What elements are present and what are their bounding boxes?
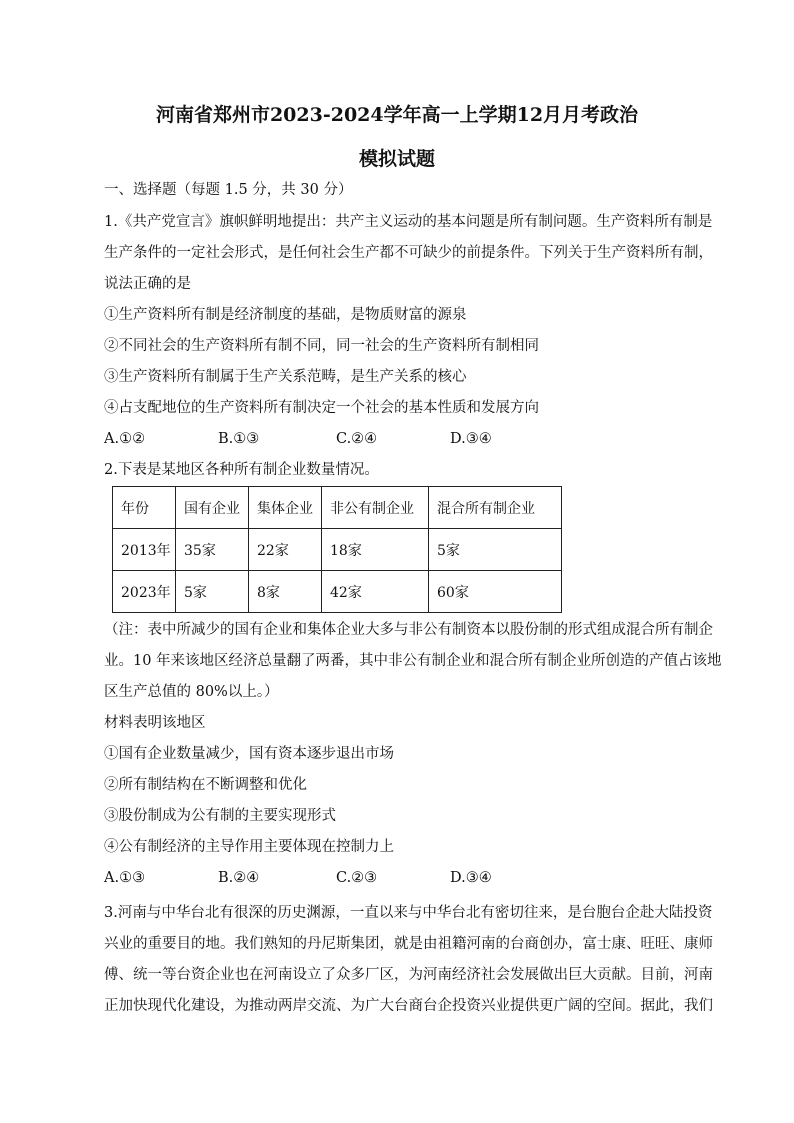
q1-stem-line-1: 1.《共产党宣言》旗帜鲜明地提出：共产主义运动的基本问题是所有制问题。生产资料所有制是 <box>104 214 713 230</box>
table-header-cell: 非公有制企业 <box>322 487 429 529</box>
q3-line-1: 3.河南与中华台北有很深的历史渊源，一直以来与中华台北有密切往来，是台胞台企赴大陆投资 <box>104 905 713 921</box>
enterprise-count-table <box>112 486 562 613</box>
q3-line-2: 兴业的重要目的地。我们熟知的丹尼斯集团，就是由祖籍河南的台商创办，富士康、旺旺、康师 <box>104 936 713 952</box>
q2-option-b: B.②④ <box>218 870 260 886</box>
document-title: 河南省郑州市2023-2024学年高一上学期12月月考政治 <box>155 104 639 126</box>
q1-statement-2: ②不同社会的生产资料所有制不同，同一社会的生产资料所有制相同 <box>104 338 539 354</box>
table-header-cell: 混合所有制企业 <box>429 487 562 529</box>
table-cell: 2023年 <box>113 571 176 613</box>
q1-option-a: A.①② <box>104 431 146 447</box>
document-subtitle: 模拟试题 <box>358 148 435 170</box>
q2-option-c: C.②③ <box>336 870 378 886</box>
q1-statement-4: ④占支配地位的生产资料所有制决定一个社会的基本性质和发展方向 <box>104 400 539 416</box>
q1-option-c: C.②④ <box>336 431 378 447</box>
q2-stem: 2.下表是某地区各种所有制企业数量情况。 <box>104 462 379 478</box>
table-header-cell: 集体企业 <box>249 487 322 529</box>
table-header-cell: 国有企业 <box>176 487 249 529</box>
q2-note-line-1: （注：表中所减少的国有企业和集体企业大多与非公有制资本以股份制的形式组成混合所有制企 <box>104 622 713 638</box>
q3-line-3: 傅、统一等台资企业也在河南设立了众多厂区，为河南经济社会发展做出巨大贡献。目前，河南 <box>104 967 713 983</box>
table-header-row <box>113 487 562 529</box>
table-header-cell: 年份 <box>113 487 176 529</box>
table-cell: 42家 <box>322 571 429 613</box>
table-cell: 18家 <box>322 529 429 571</box>
q2-lead: 材料表明该地区 <box>104 715 206 731</box>
table-cell: 22家 <box>249 529 322 571</box>
q3-line-4: 正加快现代化建设，为推动两岸交流、为广大台商台企投资兴业提供更广阔的空间。据此，我们 <box>104 998 713 1014</box>
table-cell: 8家 <box>249 571 322 613</box>
q2-statement-1: ①国有企业数量减少，国有资本逐步退出市场 <box>104 746 394 762</box>
table-row <box>113 571 562 613</box>
q1-option-d: D.③④ <box>450 431 492 447</box>
q2-statement-3: ③股份制成为公有制的主要实现形式 <box>104 808 336 824</box>
q2-statement-4: ④公有制经济的主导作用主要体现在控制力上 <box>104 839 394 855</box>
q1-option-b: B.①③ <box>218 431 260 447</box>
q2-statement-2: ②所有制结构在不断调整和优化 <box>104 777 307 793</box>
table-cell: 5家 <box>176 571 249 613</box>
table-cell: 2013年 <box>113 529 176 571</box>
table-row <box>113 529 562 571</box>
q1-stem-line-3: 说法正确的是 <box>104 276 191 292</box>
q2-option-d: D.③④ <box>450 870 492 886</box>
q2-note-line-2: 业。10 年来该地区经济总量翻了两番，其中非公有制企业和混合所有制企业所创造的产值占该地 <box>104 653 722 669</box>
table-cell: 5家 <box>429 529 562 571</box>
q1-statement-1: ①生产资料所有制是经济制度的基础，是物质财富的源泉 <box>104 307 467 323</box>
q2-option-a: A.①③ <box>104 870 146 886</box>
q1-statement-3: ③生产资料所有制属于生产关系范畴，是生产关系的核心 <box>104 369 467 385</box>
table-cell: 60家 <box>429 571 562 613</box>
q2-note-line-3: 区生产总值的 80%以上。） <box>104 684 279 700</box>
table-cell: 35家 <box>176 529 249 571</box>
q1-stem-line-2: 生产条件的一定社会形式，是任何社会生产都不可缺少的前提条件。下列关于生产资料所有制， <box>104 245 713 261</box>
section-heading: 一、选择题（每题 1.5 分，共 30 分） <box>104 182 353 198</box>
